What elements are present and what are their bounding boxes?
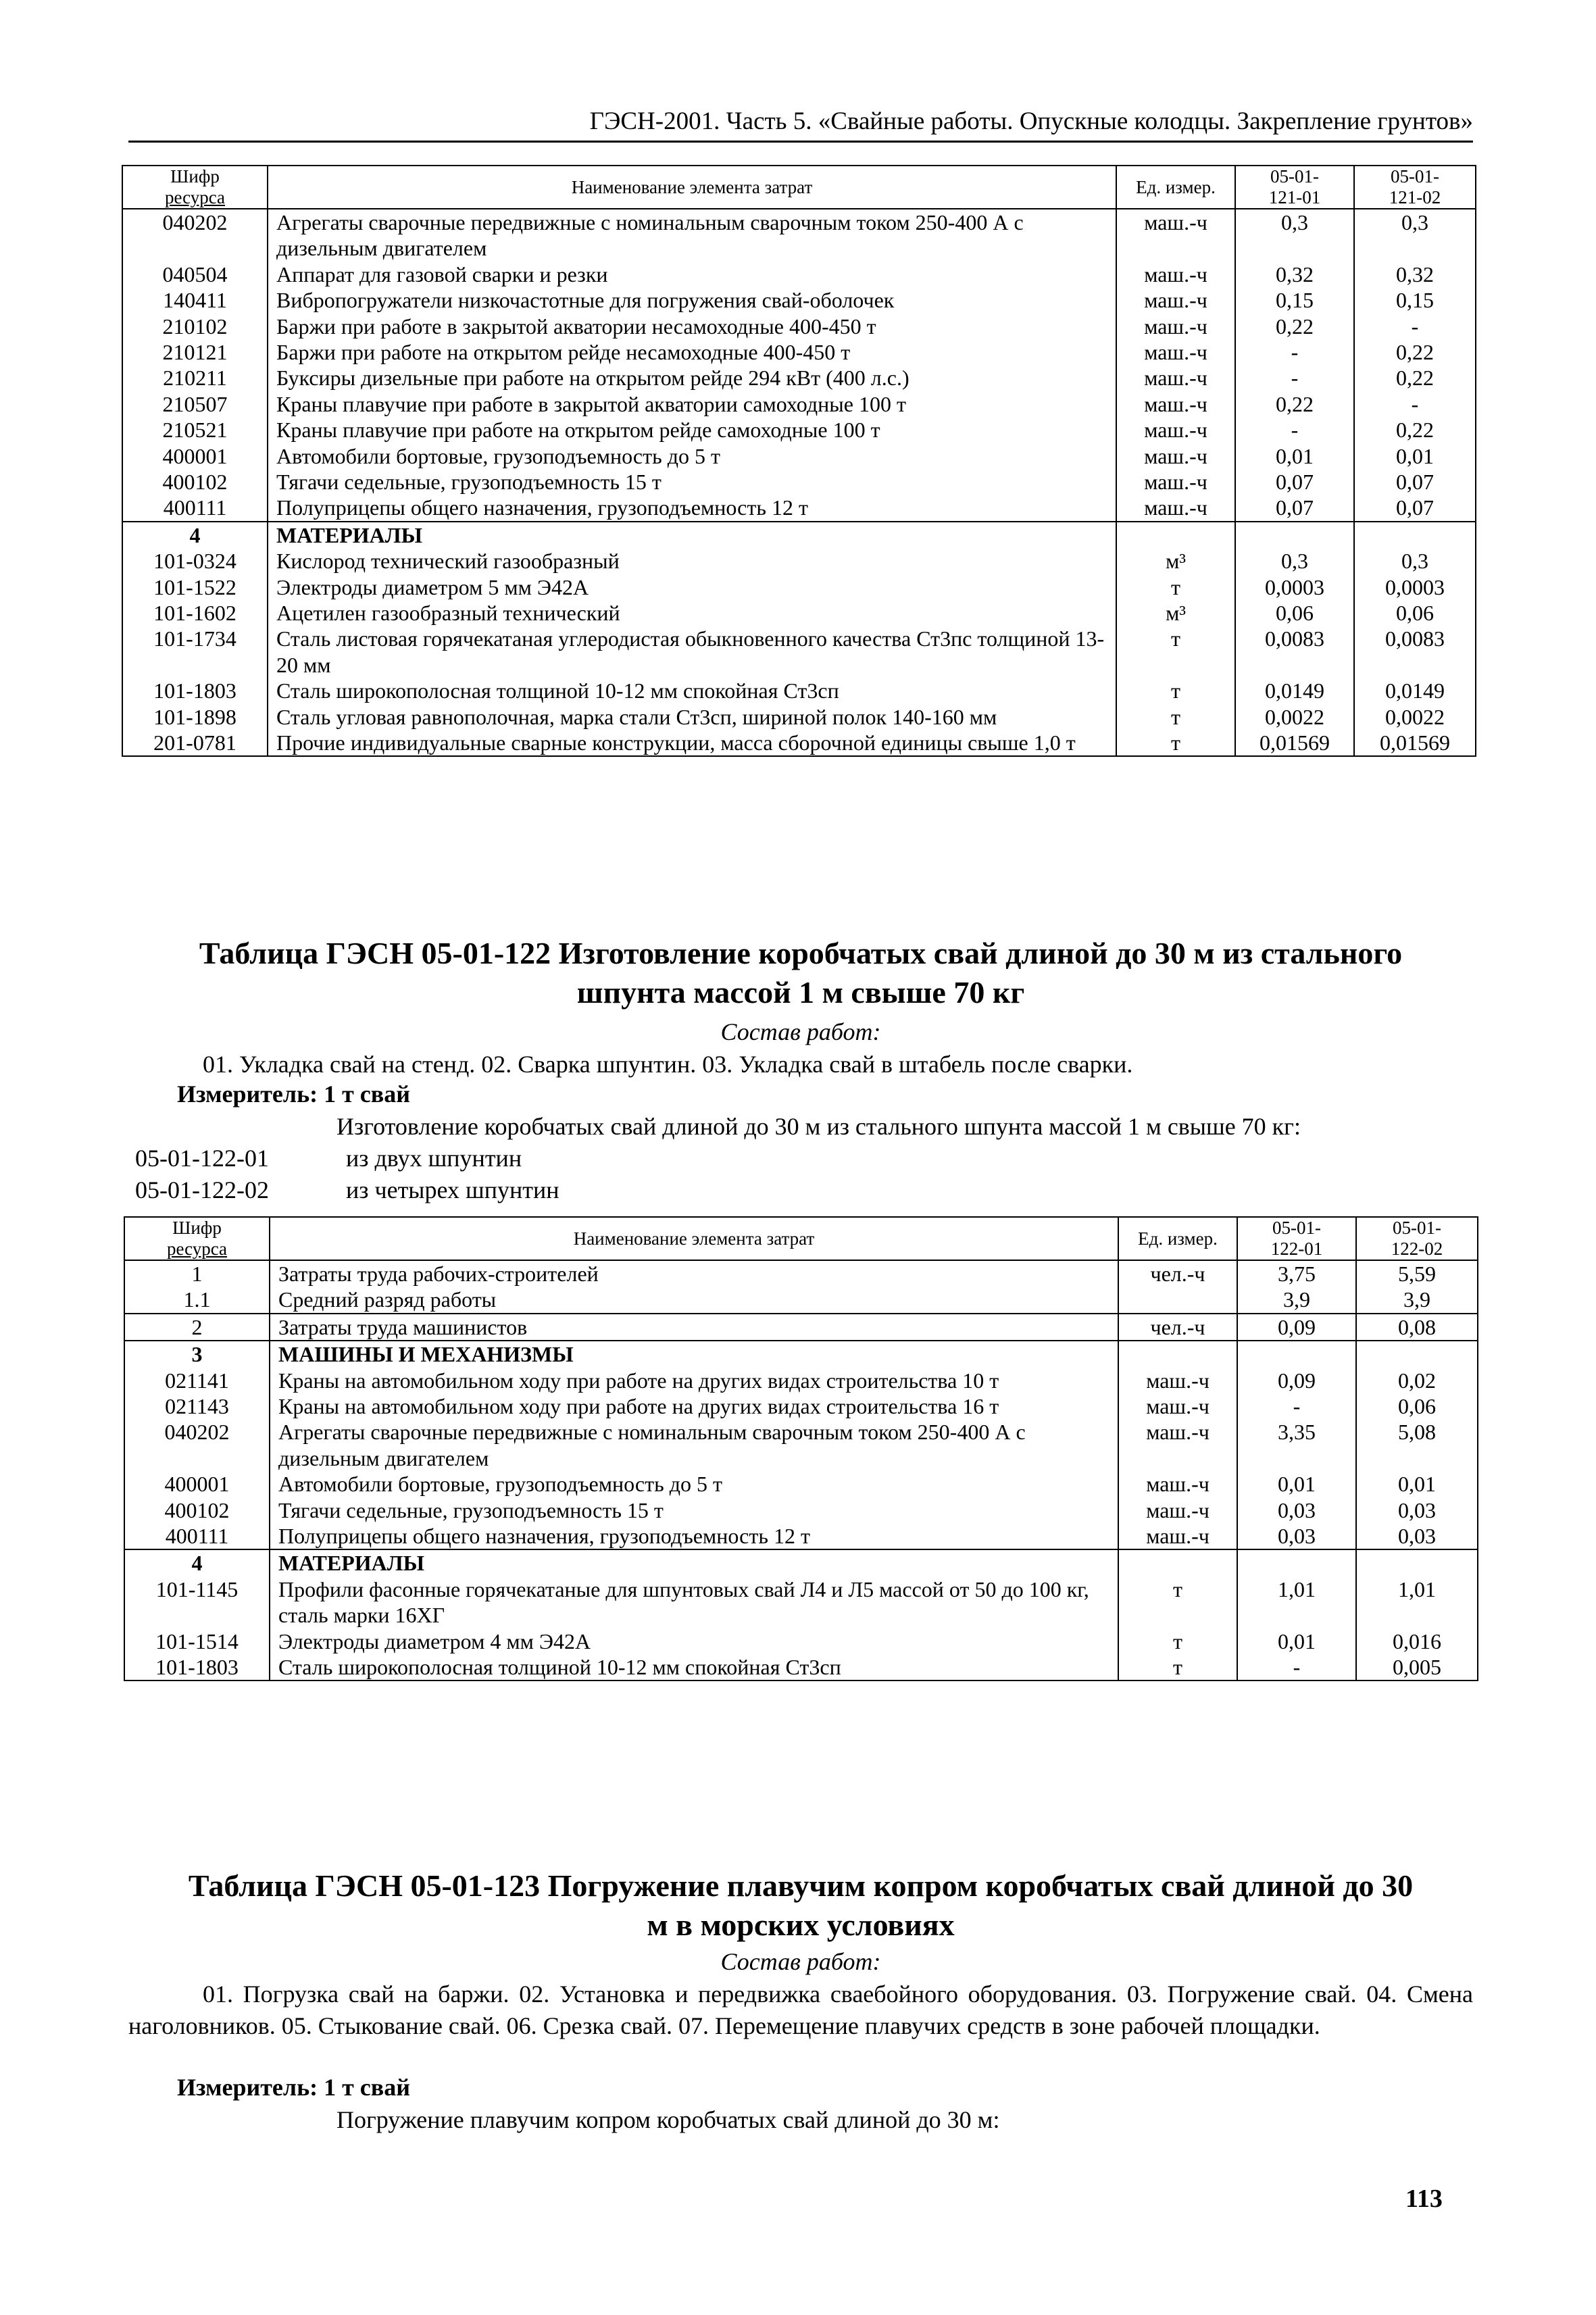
header-code: Шифр ресурса [122, 166, 268, 209]
row-value-a: 0,3 [1235, 209, 1354, 262]
resource-table-121 [122, 165, 1476, 757]
row-unit: маш.-ч [1116, 495, 1235, 521]
section-code: 4 [122, 522, 268, 548]
row-value-b: 0,005 [1356, 1654, 1478, 1681]
row-name: Средний разряд работы [270, 1287, 1118, 1313]
row-code: 101-1602 [122, 600, 268, 626]
row-value-a: 3,75 [1237, 1260, 1356, 1287]
row-code: 210121 [122, 339, 268, 365]
row-value-a: 0,22 [1235, 391, 1354, 417]
resource-table-122 [124, 1216, 1478, 1681]
meter-123: Измеритель: 1 т свай [177, 2074, 410, 2101]
table-row [122, 730, 1476, 756]
section-row-materials [122, 522, 1476, 548]
row-unit: маш.-ч [1116, 287, 1235, 313]
row-name: Баржи при работе в закрытой акватории несамоходные 400-450 т [268, 314, 1116, 339]
table-row [122, 339, 1476, 365]
row-code: 101-1145 [124, 1576, 270, 1628]
row-code: 101-1522 [122, 574, 268, 600]
table-row [122, 548, 1476, 574]
row-unit: маш.-ч [1116, 469, 1235, 495]
table-row [124, 1471, 1478, 1497]
row-value-a: 0,3 [1235, 548, 1354, 574]
row-code: 400001 [124, 1471, 270, 1497]
row-value-b: 0,08 [1356, 1314, 1478, 1341]
works-text-122: 01. Укладка свай на стенд. 02. Сварка шпунтин. 03. Укладка свай в штабель после сварки. [203, 1051, 1133, 1078]
row-code: 140411 [122, 287, 268, 313]
table-row [122, 209, 1476, 262]
works-caption-122: Состав работ: [720, 1018, 881, 1045]
row-name: Тягачи седельные, грузоподъемность 15 т [268, 469, 1116, 495]
row-value-b: 1,01 [1356, 1576, 1478, 1628]
table-row [124, 1419, 1478, 1471]
row-name: Сталь листовая горячекатаная углеродистая обыкновенного качества Ст3пс толщиной 13-20 мм [268, 626, 1116, 678]
row-unit: маш.-ч [1116, 339, 1235, 365]
row-unit: т [1116, 704, 1235, 730]
variant-122-01: 05-01-122-01 из двух шпунтин [135, 1145, 522, 1172]
row-name: Тягачи седельные, грузоподъемность 15 т [270, 1497, 1118, 1523]
section-row-materials [124, 1549, 1478, 1576]
row-unit: маш.-ч [1118, 1419, 1237, 1471]
row-value-a: 0,03 [1237, 1497, 1356, 1523]
table-row [122, 417, 1476, 443]
row-name: Ацетилен газообразный технический [268, 600, 1116, 626]
header-col-b: 05-01- 121-02 [1354, 166, 1476, 209]
row-unit: маш.-ч [1118, 1471, 1237, 1497]
row-code: 040504 [122, 262, 268, 287]
header-unit: Ед. измер. [1116, 166, 1235, 209]
row-unit: маш.-ч [1116, 365, 1235, 391]
row-name: Баржи при работе на открытом рейде несамоходные 400-450 т [268, 339, 1116, 365]
table-row [124, 1368, 1478, 1393]
row-value-b: - [1354, 391, 1476, 417]
row-unit: т [1116, 678, 1235, 703]
row-code: 1.1 [124, 1287, 270, 1313]
row-unit: маш.-ч [1116, 262, 1235, 287]
table-row [122, 391, 1476, 417]
section-title: МАТЕРИАЛЫ [270, 1549, 1118, 1576]
row-name: Полуприцепы общего назначения, грузоподъемность 12 т [268, 495, 1116, 521]
row-unit: т [1118, 1628, 1237, 1654]
row-value-b: - [1354, 314, 1476, 339]
row-code: 101-0324 [122, 548, 268, 574]
row-name: Затраты труда рабочих-строителей [270, 1260, 1118, 1287]
row-name: Электроды диаметром 4 мм Э42А [270, 1628, 1118, 1654]
row-value-a: 0,01 [1237, 1628, 1356, 1654]
row-code: 1 [124, 1260, 270, 1287]
row-name: Вибропогружатели низкочастотные для погружения свай-оболочек [268, 287, 1116, 313]
description-123: Погружение плавучим копром коробчатых свай длиной до 30 м: [336, 2106, 1000, 2133]
row-unit: маш.-ч [1116, 417, 1235, 443]
row-value-b: 0,06 [1356, 1393, 1478, 1419]
table-row [122, 365, 1476, 391]
table-row [122, 574, 1476, 600]
row-code: 101-1803 [122, 678, 268, 703]
row-unit: маш.-ч [1116, 391, 1235, 417]
table-row [124, 1393, 1478, 1419]
table-row [122, 287, 1476, 313]
table-row [122, 262, 1476, 287]
row-code: 400111 [122, 495, 268, 521]
row-name: Буксиры дизельные при работе на открытом рейде 294 кВт (400 л.с.) [268, 365, 1116, 391]
row-code: 210507 [122, 391, 268, 417]
table-123-title: Таблица ГЭСН 05-01-123 Погружение плавучим копром коробчатых свай длиной до 30 м в морских условиях [188, 1868, 1414, 1942]
table-row [124, 1576, 1478, 1628]
row-value-b: 0,0083 [1354, 626, 1476, 678]
row-value-b: 0,07 [1354, 495, 1476, 521]
row-unit: м³ [1116, 548, 1235, 574]
row-value-a: 0,09 [1237, 1368, 1356, 1393]
row-value-b: 0,01 [1356, 1471, 1478, 1497]
section-title: МАШИНЫ И МЕХАНИЗМЫ [270, 1341, 1118, 1367]
row-value-b: 0,016 [1356, 1628, 1478, 1654]
table-row [124, 1287, 1478, 1313]
row-unit: маш.-ч [1118, 1393, 1237, 1419]
row-value-a: 0,0003 [1235, 574, 1354, 600]
row-value-a: 1,01 [1237, 1576, 1356, 1628]
row-code: 021143 [124, 1393, 270, 1419]
row-name: Агрегаты сварочные передвижные с номинальным сварочным током 250-400 А с дизельным двигателем [268, 209, 1116, 262]
row-value-a: 3,9 [1237, 1287, 1356, 1313]
row-value-a: 0,22 [1235, 314, 1354, 339]
table-122-title: Таблица ГЭСН 05-01-122 Изготовление коробчатых свай длиной до 30 м из стального шпунта массой 1 м свыше 70 кг [199, 936, 1403, 1010]
table-row [122, 495, 1476, 521]
section-code: 4 [124, 1549, 270, 1576]
table-row [124, 1654, 1478, 1681]
header-col-a: 05-01- 122-01 [1237, 1217, 1356, 1260]
row-value-b: 0,22 [1354, 365, 1476, 391]
row-code: 101-1514 [124, 1628, 270, 1654]
row-name: Электроды диаметром 5 мм Э42А [268, 574, 1116, 600]
row-value-b: 0,0003 [1354, 574, 1476, 600]
row-value-b: 0,22 [1354, 417, 1476, 443]
row-unit: м³ [1116, 600, 1235, 626]
row-unit: т [1118, 1654, 1237, 1681]
row-value-a: 0,03 [1237, 1523, 1356, 1549]
table-header-row [124, 1217, 1478, 1260]
table-row [124, 1628, 1478, 1654]
row-code: 210521 [122, 417, 268, 443]
header-name: Наименование элемента затрат [268, 166, 1116, 209]
row-value-a: 3,35 [1237, 1419, 1356, 1471]
row-value-b: 0,01 [1354, 443, 1476, 469]
row-value-b: 5,08 [1356, 1419, 1478, 1471]
row-code: 021141 [124, 1368, 270, 1393]
row-unit: т [1118, 1576, 1237, 1628]
row-name: Автомобили бортовые, грузоподъемность до 5 т [268, 443, 1116, 469]
row-unit: маш.-ч [1118, 1368, 1237, 1393]
description-122: Изготовление коробчатых свай длиной до 30 м из стального шпунта массой 1 м свыше 70 кг: [336, 1113, 1301, 1140]
row-name: Сталь широкополосная толщиной 10-12 мм спокойная Ст3сп [270, 1654, 1118, 1681]
row-value-a: 0,32 [1235, 262, 1354, 287]
header-code: Шифр ресурса [124, 1217, 270, 1260]
header-col-a: 05-01- 121-01 [1235, 166, 1354, 209]
row-name: Агрегаты сварочные передвижные с номинальным сварочным током 250-400 А с дизельным двигателем [270, 1419, 1118, 1471]
row-name: Кислород технический газообразный [268, 548, 1116, 574]
row-value-b: 0,01569 [1354, 730, 1476, 756]
works-text-123: 01. Погрузка свай на баржи. 02. Установка и передвижка сваебойного оборудования. 03. Погружение свай. 04. Смена наголовников. 05. Стыкование свай. 06. Срезка свай. 07. Перемещение плавучих средств в зоне рабочей площадки. [128, 1981, 1473, 2039]
row-unit [1118, 1287, 1237, 1313]
row-value-a: - [1237, 1393, 1356, 1419]
row-code: 101-1898 [122, 704, 268, 730]
row-code: 400001 [122, 443, 268, 469]
row-value-b: 0,3 [1354, 209, 1476, 262]
row-unit: т [1116, 574, 1235, 600]
row-value-b: 0,0022 [1354, 704, 1476, 730]
row-name: Автомобили бортовые, грузоподъемность до 5 т [270, 1471, 1118, 1497]
row-code: 201-0781 [122, 730, 268, 756]
table-row [124, 1260, 1478, 1287]
table-row [124, 1314, 1478, 1341]
row-value-a: 0,01 [1237, 1471, 1356, 1497]
row-name: Прочие индивидуальные сварные конструкции, масса сборочной единицы свыше 1,0 т [268, 730, 1116, 756]
row-name: Краны на автомобильном ходу при работе на других видах строительства 10 т [270, 1368, 1118, 1393]
table-row [122, 443, 1476, 469]
row-value-a: 0,01 [1235, 443, 1354, 469]
row-name: Краны на автомобильном ходу при работе на других видах строительства 16 т [270, 1393, 1118, 1419]
running-header: ГЭСН-2001. Часть 5. «Свайные работы. Опускные колодцы. Закрепление грунтов» [128, 107, 1473, 143]
row-code: 2 [124, 1314, 270, 1341]
row-value-b: 5,59 [1356, 1260, 1478, 1287]
row-value-a: 0,06 [1235, 600, 1354, 626]
table-row [122, 469, 1476, 495]
row-value-a: - [1235, 365, 1354, 391]
row-value-b: 0,3 [1354, 548, 1476, 574]
row-unit: чел.-ч [1118, 1260, 1237, 1287]
row-value-b: 0,07 [1354, 469, 1476, 495]
row-value-a: 0,07 [1235, 495, 1354, 521]
table-row [122, 600, 1476, 626]
row-code: 040202 [124, 1419, 270, 1471]
table-row [122, 704, 1476, 730]
table-row [122, 678, 1476, 703]
table-header-row [122, 166, 1476, 209]
row-code: 400102 [124, 1497, 270, 1523]
row-code: 101-1803 [124, 1654, 270, 1681]
row-value-a: - [1235, 339, 1354, 365]
row-value-b: 0,15 [1354, 287, 1476, 313]
variant-122-02: 05-01-122-02 из четырех шпунтин [135, 1176, 559, 1203]
header-name: Наименование элемента затрат [270, 1217, 1118, 1260]
meter-122: Измеритель: 1 т свай [177, 1080, 410, 1107]
row-code: 400111 [124, 1523, 270, 1549]
table-row [122, 314, 1476, 339]
table-row [124, 1523, 1478, 1549]
row-name: Краны плавучие при работе на открытом рейде самоходные 100 т [268, 417, 1116, 443]
row-value-b: 0,06 [1354, 600, 1476, 626]
row-value-b: 0,22 [1354, 339, 1476, 365]
row-unit: маш.-ч [1116, 443, 1235, 469]
row-value-b: 0,03 [1356, 1523, 1478, 1549]
works-caption-123: Состав работ: [720, 1948, 881, 1975]
row-name: Полуприцепы общего назначения, грузоподъемность 12 т [270, 1523, 1118, 1549]
page-number: 113 [1405, 2185, 1443, 2213]
row-value-a: 0,0083 [1235, 626, 1354, 678]
row-unit: маш.-ч [1116, 314, 1235, 339]
row-name: Профили фасонные горячекатаные для шпунтовых свай Л4 и Л5 массой от 50 до 100 кг, сталь марки 16ХГ [270, 1576, 1118, 1628]
row-value-b: 3,9 [1356, 1287, 1478, 1313]
section-row-machines [124, 1341, 1478, 1367]
row-code: 210102 [122, 314, 268, 339]
row-code: 210211 [122, 365, 268, 391]
table-row [122, 626, 1476, 678]
row-unit: маш.-ч [1118, 1523, 1237, 1549]
row-value-a: - [1237, 1654, 1356, 1681]
row-code: 400102 [122, 469, 268, 495]
row-name: Краны плавучие при работе в закрытой акватории самоходные 100 т [268, 391, 1116, 417]
section-code: 3 [124, 1341, 270, 1367]
section-title: МАТЕРИАЛЫ [268, 522, 1116, 548]
row-name: Аппарат для газовой сварки и резки [268, 262, 1116, 287]
row-value-a: 0,09 [1237, 1314, 1356, 1341]
row-value-a: 0,15 [1235, 287, 1354, 313]
row-code: 040202 [122, 209, 268, 262]
row-name: Сталь угловая равнополочная, марка стали Ст3сп, шириной полок 140-160 мм [268, 704, 1116, 730]
row-unit: т [1116, 626, 1235, 678]
row-value-a: 0,0022 [1235, 704, 1354, 730]
row-name: Затраты труда машинистов [270, 1314, 1118, 1341]
row-code: 101-1734 [122, 626, 268, 678]
row-value-b: 0,03 [1356, 1497, 1478, 1523]
row-value-b: 0,0149 [1354, 678, 1476, 703]
row-value-b: 0,02 [1356, 1368, 1478, 1393]
header-unit: Ед. измер. [1118, 1217, 1237, 1260]
row-value-a: 0,07 [1235, 469, 1354, 495]
header-col-b: 05-01- 122-02 [1356, 1217, 1478, 1260]
row-unit: чел.-ч [1118, 1314, 1237, 1341]
row-unit: маш.-ч [1118, 1497, 1237, 1523]
table-row [124, 1497, 1478, 1523]
row-unit: маш.-ч [1116, 209, 1235, 262]
row-unit: т [1116, 730, 1235, 756]
row-value-a: 0,01569 [1235, 730, 1354, 756]
row-value-b: 0,32 [1354, 262, 1476, 287]
row-value-a: - [1235, 417, 1354, 443]
row-name: Сталь широкополосная толщиной 10-12 мм спокойная Ст3сп [268, 678, 1116, 703]
row-value-a: 0,0149 [1235, 678, 1354, 703]
